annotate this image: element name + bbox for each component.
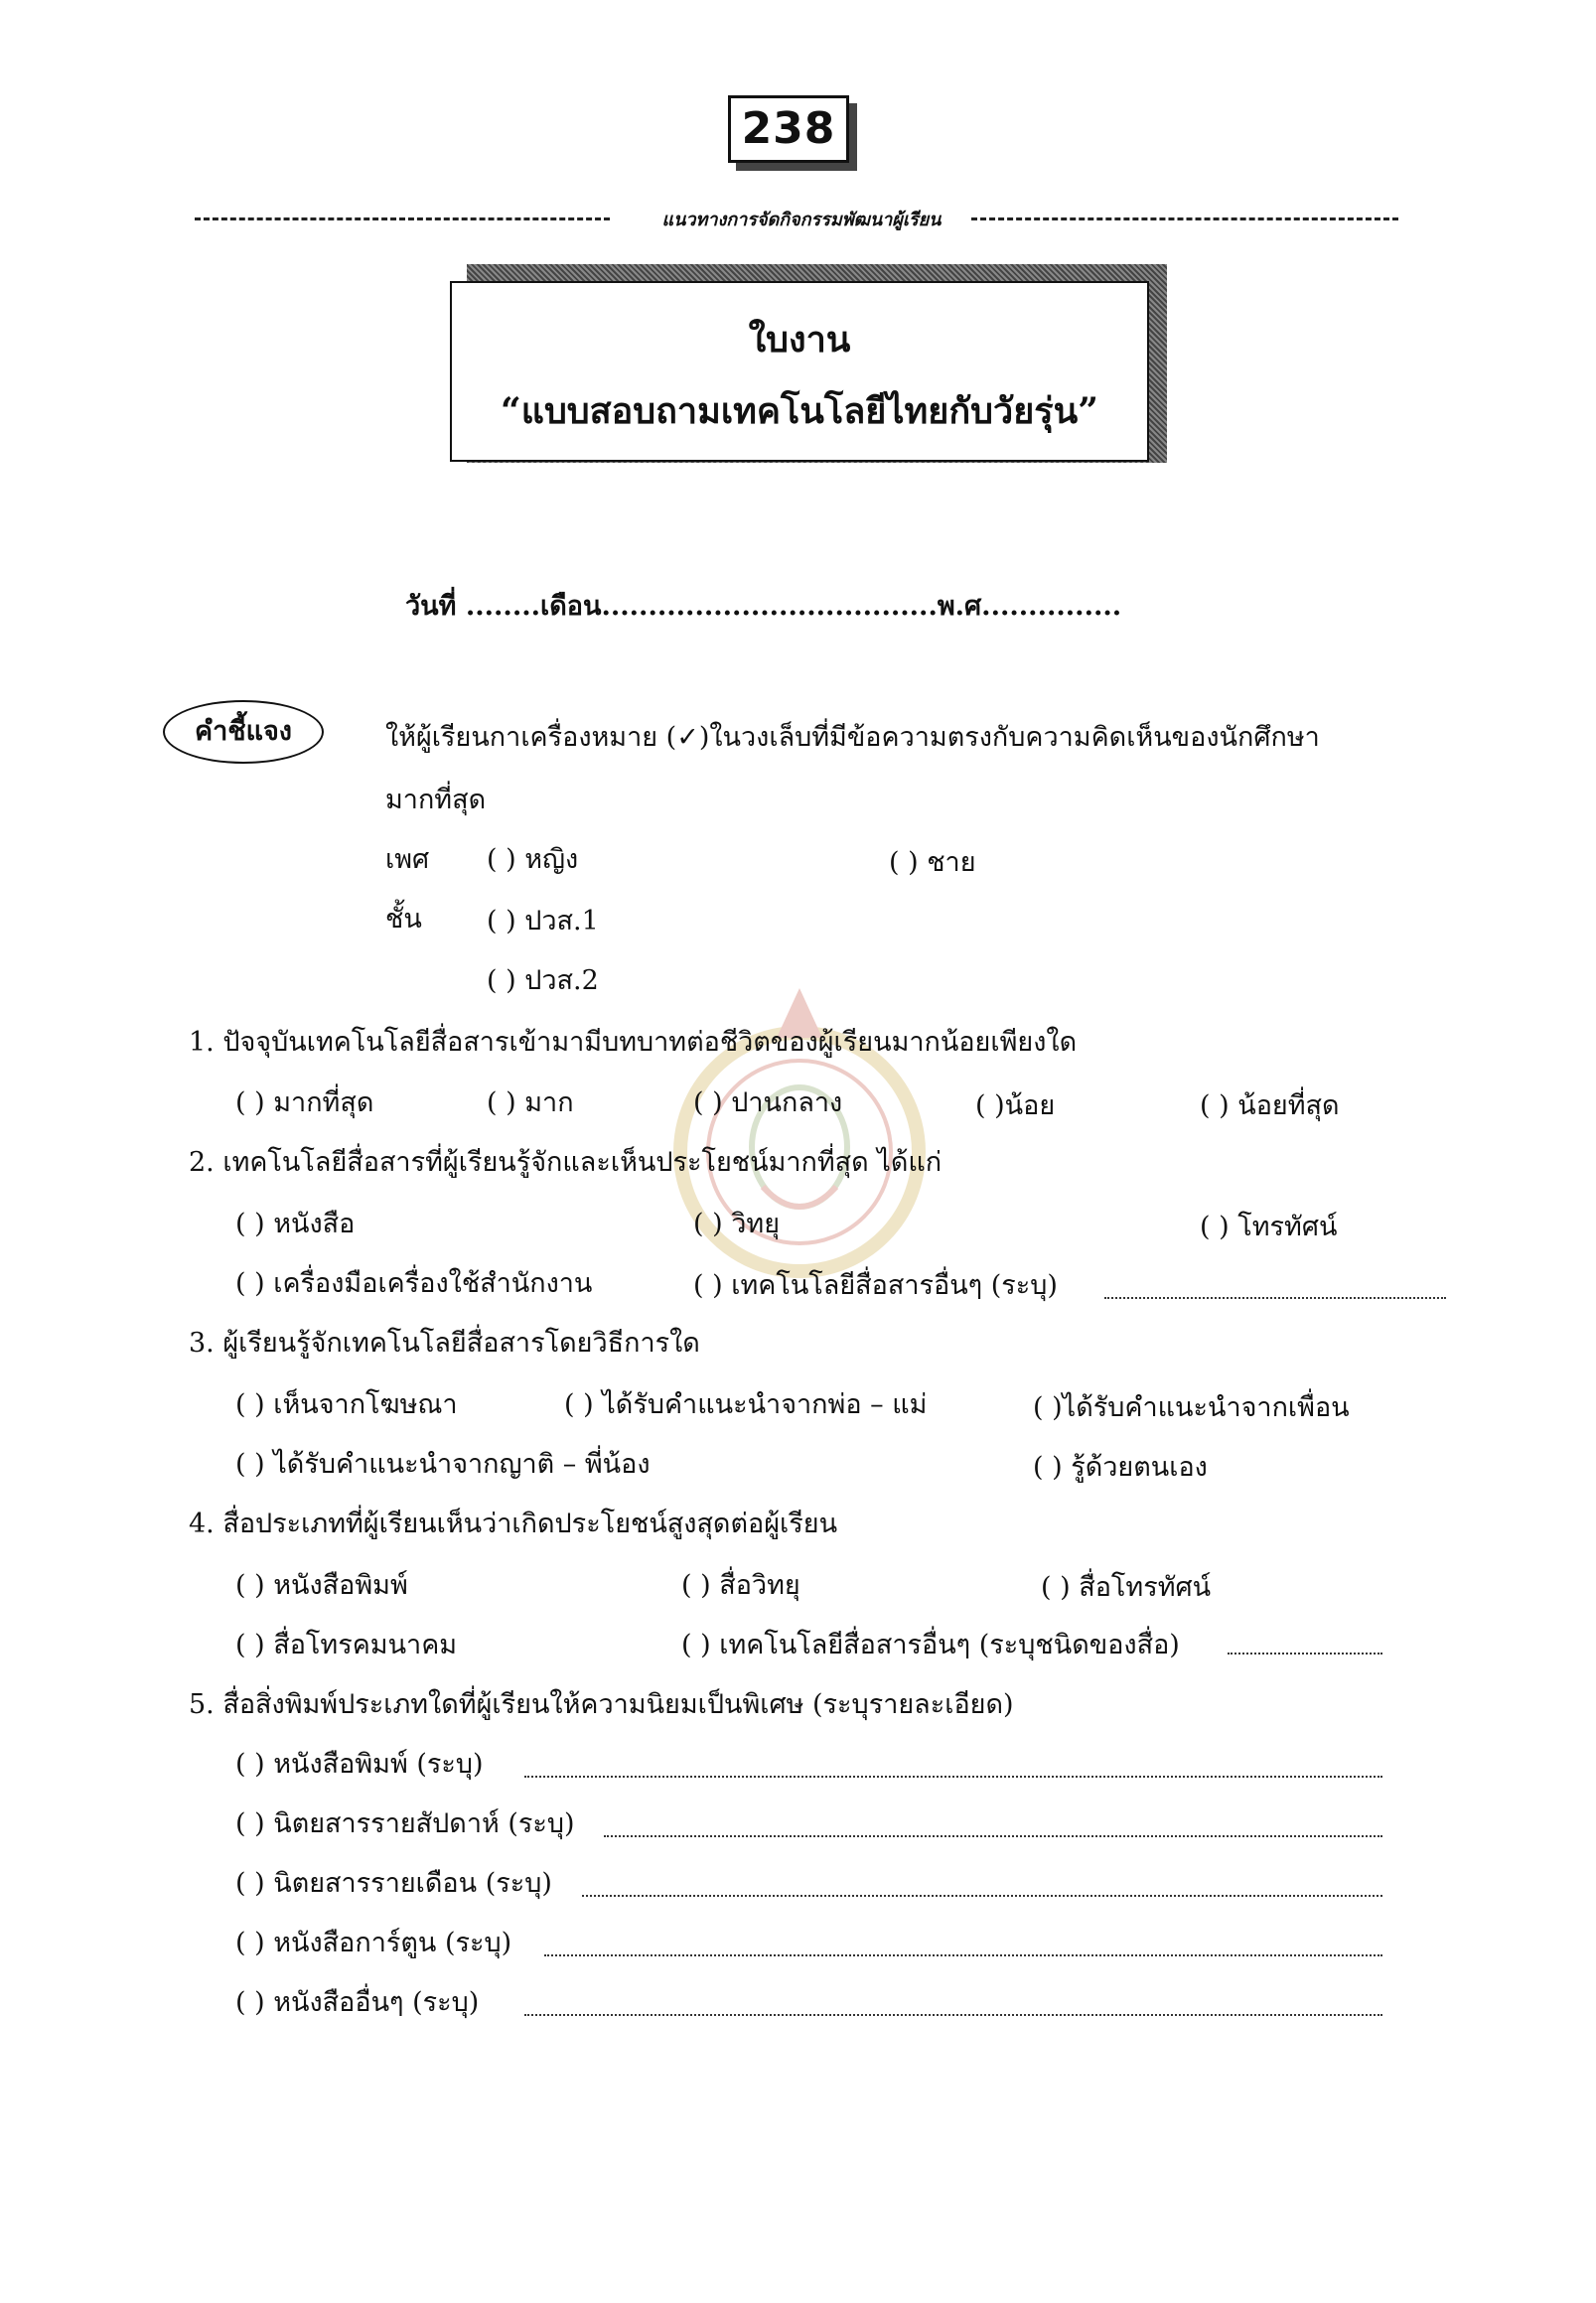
q3-option-parents[interactable]: ( ) ได้รับคำแนะนำจากพ่อ – แม่: [564, 1389, 928, 1420]
q3-option-relatives[interactable]: ( ) ได้รับคำแนะนำจากญาติ – พี่น้อง: [235, 1449, 651, 1480]
instructions-label: คำชี้แจง: [163, 700, 324, 764]
question-5: 5. สื่อสิ่งพิมพ์ประเภทใดที่ผู้เรียนให้ความนิยมเป็นพิเศษ (ระบุรายละเอียด): [189, 1689, 1014, 1720]
title-box: [450, 281, 1149, 462]
q1-option-least[interactable]: ( ) น้อยที่สุด: [1200, 1090, 1340, 1121]
page-number: 238: [728, 95, 849, 163]
q5-newspaper-fill-line[interactable]: [524, 1776, 1382, 1778]
q5-option-newspaper[interactable]: ( ) หนังสือพิมพ์ (ระบุ): [235, 1749, 484, 1780]
q5-other-books-fill-line[interactable]: [524, 2014, 1382, 2016]
question-2: 2. เทคโนโลยีสื่อสารที่ผู้เรียนรู้จักและเห็นประโยชน์มากที่สุด ได้แก่: [189, 1147, 943, 1178]
question-3: 3. ผู้เรียนรู้จักเทคโนโลยีสื่อสารโดยวิธีการใด: [189, 1328, 700, 1359]
q2-other-fill-line[interactable]: [1104, 1297, 1446, 1299]
q1-option-little[interactable]: ( )น้อย: [975, 1090, 1056, 1121]
date-line: วันที่ ........เดือน....................................พ.ศ...............: [405, 591, 1122, 622]
q5-option-weekly[interactable]: ( ) นิตยสารรายสัปดาห์ (ระบุ): [235, 1808, 575, 1839]
q1-option-moderate[interactable]: ( ) ปานกลาง: [693, 1087, 843, 1118]
question-4: 4. สื่อประเภทที่ผู้เรียนเห็นว่าเกิดประโยชน์สูงสุดต่อผู้เรียน: [189, 1509, 838, 1539]
q5-option-other-books[interactable]: ( ) หนังสืออื่นๆ (ระบุ): [235, 1987, 480, 2018]
q4-option-other[interactable]: ( ) เทคโนโลยีสื่อสารอื่นๆ (ระบุชนิดของสื่อ): [681, 1630, 1180, 1660]
q2-option-tv[interactable]: ( ) โทรทัศน์: [1200, 1212, 1338, 1242]
q4-option-radio[interactable]: ( ) สื่อวิทยุ: [681, 1570, 800, 1601]
q1-option-much[interactable]: ( ) มาก: [487, 1087, 574, 1118]
q3-option-ads[interactable]: ( ) เห็นจากโฆษณา: [235, 1389, 458, 1420]
q5-option-cartoon[interactable]: ( ) หนังสือการ์ตูน (ระบุ): [235, 1928, 512, 1958]
school-seal-watermark: [663, 968, 936, 1296]
header-rule-right: [971, 217, 1398, 220]
survey-title: “แบบสอบถามเทคโนโลยีไทยกับวัยรุ่น”: [501, 390, 1098, 432]
sex-option-male[interactable]: ( ) ชาย: [889, 847, 976, 878]
class-label: ชั้น: [385, 904, 422, 935]
sex-option-female[interactable]: ( ) หญิง: [487, 844, 579, 875]
q4-option-telecom[interactable]: ( ) สื่อโทรคมนาคม: [235, 1630, 458, 1660]
q2-option-book[interactable]: ( ) หนังสือ: [235, 1209, 356, 1239]
worksheet-title: ใบงาน: [748, 319, 851, 360]
q1-option-most[interactable]: ( ) มากที่สุด: [235, 1087, 374, 1118]
q4-other-fill-line[interactable]: [1228, 1653, 1382, 1655]
q3-option-friends[interactable]: ( )ได้รับคำแนะนำจากเพื่อน: [1033, 1392, 1350, 1423]
q2-option-radio[interactable]: ( ) วิทยุ: [693, 1209, 781, 1239]
q5-option-monthly[interactable]: ( ) นิตยสารรายเดือน (ระบุ): [235, 1868, 552, 1899]
q3-option-self[interactable]: ( ) รู้ด้วยตนเอง: [1033, 1452, 1208, 1483]
header-rule-left: [195, 217, 610, 220]
instructions-text-1: ให้ผู้เรียนกาเครื่องหมาย (✓)ในวงเล็บที่มีข้อความตรงกับความคิดเห็นของนักศึกษา: [385, 722, 1320, 753]
q2-option-other[interactable]: ( ) เทคโนโลยีสื่อสารอื่นๆ (ระบุ): [693, 1270, 1058, 1301]
q5-monthly-fill-line[interactable]: [582, 1895, 1382, 1897]
q5-cartoon-fill-line[interactable]: [544, 1954, 1382, 1956]
q2-option-office-tools[interactable]: ( ) เครื่องมือเครื่องใช้สำนักงาน: [235, 1268, 593, 1299]
q5-weekly-fill-line[interactable]: [604, 1835, 1382, 1837]
class-option-1[interactable]: ( ) ปวส.1: [487, 906, 599, 936]
instructions-text-2: มากที่สุด: [385, 785, 487, 815]
class-option-2[interactable]: ( ) ปวส.2: [487, 965, 599, 996]
running-header: แนวทางการจัดกิจกรรมพัฒนาผู้เรียน: [661, 210, 942, 230]
sex-label: เพศ: [385, 844, 430, 875]
question-1: 1. ปัจจุบันเทคโนโลยีสื่อสารเข้ามามีบทบาทต่อชีวิตของผู้เรียนมากน้อยเพียงใด: [189, 1027, 1078, 1058]
q4-option-tv[interactable]: ( ) สื่อโทรทัศน์: [1041, 1572, 1212, 1603]
q4-option-newspaper[interactable]: ( ) หนังสือพิมพ์: [235, 1570, 408, 1601]
